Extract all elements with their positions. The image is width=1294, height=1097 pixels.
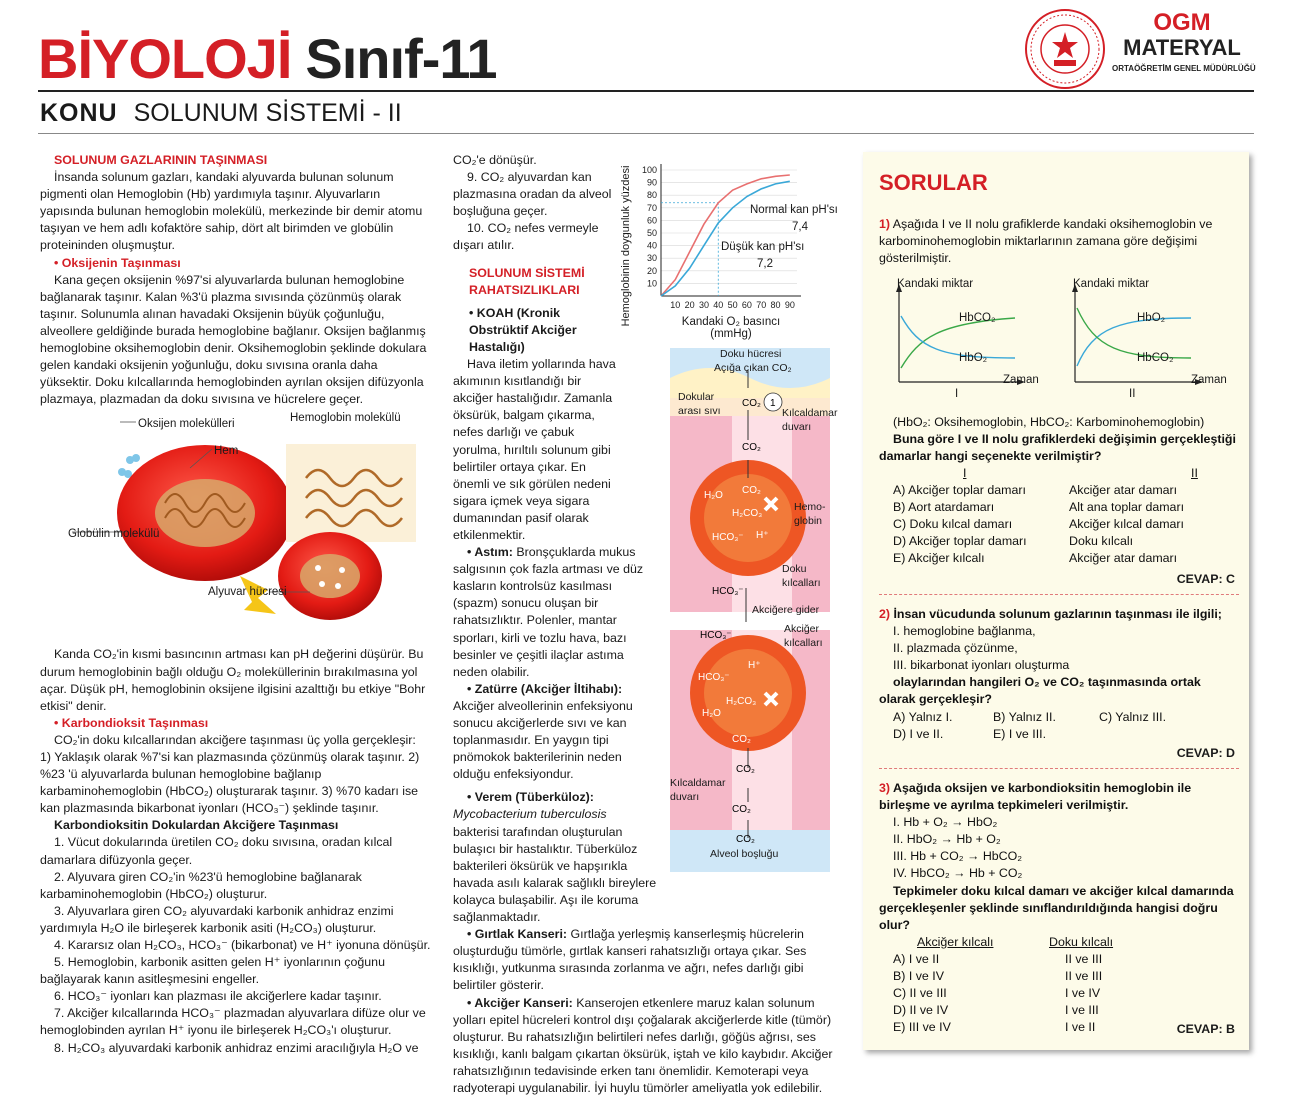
g1-label: I — [955, 388, 958, 400]
zaturre-text: Akciğer alveollerinin enfeksiyonu sonucu akciğerlerde sıvı ve kan toplanmasıdır. En yaygın tipi pnömokok bakterilerinin neden olduğu enfeksiyondur. — [453, 698, 658, 783]
header-divider — [38, 90, 1254, 92]
astim-text: Bronşçuklarda mukus salgısının çok fazla artması ve düz kasların kontrolsüz kasılması (spazm) sonucu oluşan bir rahatsızlıktır. Polenler, mantar sporları, kirli ve tozlu hava, bazı besinler ve çeşitli ilaçlar astıma neden olabilir. — [453, 545, 643, 679]
astim-paragraph — [453, 544, 658, 681]
separator-1 — [879, 594, 1239, 595]
q1-option-c-key: C) — [893, 517, 906, 531]
ogm-materyal-logo — [1112, 10, 1252, 73]
questions-panel — [863, 152, 1249, 1050]
separator-2 — [879, 768, 1239, 769]
svg-text:CO₂: CO₂ — [742, 442, 761, 453]
question-3 — [879, 780, 1239, 1036]
akciger-title: • Akciğer Kanseri: — [467, 996, 573, 1010]
question-1 — [879, 216, 1239, 267]
g1-ylabel: Kandaki miktar — [897, 278, 973, 290]
q1-options — [893, 465, 1239, 568]
svg-text:CO₂: CO₂ — [736, 834, 755, 845]
q3-option-d-a: II ve IV — [910, 1003, 949, 1017]
q1-option-a-ii: Akciğer atar damarı — [1069, 482, 1177, 499]
q1-col-i: I — [893, 465, 1139, 482]
svg-text:H₂CO₃: H₂CO₃ — [726, 696, 756, 707]
chart-ylabel: Hemoglobinin doygunluk yüzdesi — [620, 156, 632, 336]
step-10: 10. CO₂ nefes vermeyle dışarı atılır. — [453, 220, 618, 254]
step-2: 2. Alyuvara giren CO₂'in %23'ü hemoglobine bağlanarak karbaminohemoglobin (HbCO₂) oluşturur. — [40, 869, 432, 903]
label-goes-to-lung: Akciğere gider — [752, 604, 819, 616]
q2-number: 2) — [879, 607, 890, 621]
q3-text-line — [879, 780, 1239, 814]
q1-option-d-ii: Doku kılcalı — [1069, 533, 1133, 550]
q2-option-e[interactable]: E) I ve III. — [993, 726, 1046, 743]
q1-body — [893, 414, 1239, 431]
svg-text:HCO₃⁻: HCO₃⁻ — [712, 586, 744, 597]
q1-col-ii: II — [1139, 465, 1198, 482]
q3-item-4: IV. HbCO₂ → Hb + CO₂ — [879, 865, 1239, 882]
chart-ytick-5: 60 — [647, 215, 657, 225]
g1-hbco2-curve — [901, 318, 1015, 368]
q3-col-b: Doku kılcalı — [1049, 934, 1113, 951]
zaturre-title: • Zatürre (Akciğer İltihabı): — [453, 681, 658, 698]
q1-option-d-key: D) — [893, 534, 906, 548]
svg-text:H⁺: H⁺ — [756, 530, 769, 541]
akciger-text: Kanserojen etkenlere maruz kalan solunum yolları epitel hücreleri kontrol dışı çoğalarak akciğerlerde kitle (tümör) oluşturur. Bu rahatsızlığın belirtileri nefes darlığı, göğüs ağrısı, ses kısıklığı, kanlı balgam çıkartan öksürük, iştah ve kilo kaybıdır. Akciğer rahatsızlığının tedavisinde erken tanı önemlidir. Kemoterapi veya radyoterapi uygulanabilir. İyi huylu tümörler ameliyatla yok edilebilir. — [453, 996, 832, 1095]
step-1: 1. Vücut dokularında üretilen CO₂ doku sıvısına, oradan kılcal damarlara difüzyonla geçer. — [40, 834, 432, 868]
q2-answer: CEVAP: D — [1177, 746, 1235, 760]
step-3: 3. Alyuvarlara giren CO₂ alyuvardaki karbonik anhidraz enzimi yardımıyla H₂O ile birleşerek karbonik asiti (H₂CO₃) oluşturur. — [40, 903, 432, 937]
label-lung-capillaries: Akciğer kılcalları — [784, 622, 834, 650]
chart-xtick-6: 70 — [756, 300, 766, 310]
q1-answer: CEVAP: C — [1177, 572, 1235, 586]
page-title — [38, 26, 497, 91]
series-label-normal-2: 7,4 — [792, 221, 808, 233]
q1-option-b-key: B) — [893, 500, 905, 514]
q3-option-d[interactable] — [879, 1002, 1239, 1019]
q1-number: 1) — [879, 217, 890, 231]
q1-text: Aşağıda I ve II nolu grafiklerde kandaki oksihemoglobin ve karbominohemoglobin miktarlarının zamana göre değişimi gösterilmiştir. — [879, 217, 1212, 265]
step-8: 8. H₂CO₃ alyuvardaki karbonik anhidraz enzimi aracılığıyla H₂O ve — [40, 1040, 432, 1057]
chart-ytick-4: 50 — [647, 228, 657, 238]
chart-ytick-0: 10 — [647, 278, 657, 288]
g2-xlabel: Zaman — [1191, 374, 1227, 386]
g2-bottom-label: HbCO₂ — [1137, 352, 1173, 364]
svg-text:CO₂: CO₂ — [736, 764, 755, 775]
paragraph-intro: İnsanda solunum gazları, kandaki alyuvarda bulunan solunum pigmenti olan Hemoglobin (Hb) yardımıyla taşınır. Alyuvarların yapısında bulunan hemoglobin molekülü, merkezinde bir demir atomu taşıyan ve hem adlı kofaktöre sahip, dört alt birimden ve globülin proteininden oluşmuştur. — [40, 169, 432, 254]
chart-ytick-8: 90 — [647, 178, 657, 188]
title-grade: Sınıf-11 — [305, 27, 496, 90]
label-hem: Hem — [214, 443, 238, 460]
akciger-paragraph — [453, 995, 845, 1097]
q1-option-b-i: Aort atardamarı — [908, 500, 994, 514]
q1-stem-box — [879, 431, 1239, 465]
label-red-blood-cell: Alyuvar hücresi — [208, 584, 287, 601]
series-label-normal-1: Normal kan pH'sı — [750, 204, 838, 216]
q1-option-a-i: Akciğer toplar damarı — [908, 483, 1026, 497]
q1-option-e[interactable] — [893, 550, 1239, 567]
hemoglobin-figure — [40, 408, 432, 646]
step-6: 6. HCO₃⁻ iyonları kan plazması ile akciğerlere kadar taşınır. — [40, 988, 432, 1005]
chart-xlabel: Kandaki O₂ basıncı (mmHg) — [671, 316, 791, 340]
subsection-co2: • Karbondioksit Taşınması — [54, 715, 432, 732]
subsection-co2-tissue: Karbondioksitin Dokulardan Akciğere Taşınması — [40, 817, 432, 834]
label-capillary-wall: Kılcaldamar duvarı — [782, 406, 850, 434]
q3-option-c-b: I ve IV — [1065, 985, 1100, 1002]
step-4: 4. Kararsız olan H₂CO₃, HCO₃⁻ (bikarbonat) ve H⁺ iyonuna dönüşür. — [40, 937, 432, 954]
q3-option-a-a: I ve II — [909, 952, 939, 966]
q1-option-a-key: A) — [893, 483, 905, 497]
konu-label: KONU — [40, 99, 118, 127]
q2-option-c[interactable]: C) Yalnız III. — [1099, 709, 1166, 726]
subsection-oxygen: • Oksijenin Taşınması — [54, 255, 432, 272]
section-title-gas-transport: SOLUNUM GAZLARININ TAŞINMASI — [54, 152, 432, 169]
q2-text-line — [879, 606, 1239, 623]
q2-item-1: I. hemoglobine bağlanma, — [879, 623, 1239, 640]
q1-option-c-i: Doku kılcal damarı — [910, 517, 1013, 531]
koah-text: Hava iletim yollarında hava akımının kısıtlandığı bir akciğer hastalığıdır. Zamanla öksürük, balgam çıkarma, nefes darlığı ve çabuk yorulma, hırıltılı solunum gibi belirtiler ortaya çıkar. En önemli ve sık görülen nedeni sigara içmek veya sigara dumanından pasif olarak etkilenmektir. — [453, 356, 618, 544]
section-title-diseases: SOLUNUM SİSTEMİ RAHATSIZLIKLARI — [469, 265, 618, 299]
konu-text: SOLUNUM SİSTEMİ - II — [134, 99, 402, 127]
q3-option-a-key: A) — [893, 952, 905, 966]
label-oxygen-molecules: Oksijen molekülleri — [138, 416, 235, 433]
q1-option-b[interactable] — [893, 499, 1239, 516]
svg-text:H₂CO₃: H₂CO₃ — [732, 508, 762, 519]
q2-option-b[interactable]: B) Yalnız II. — [993, 709, 1099, 726]
q2-option-d[interactable]: D) I ve II. — [893, 726, 993, 743]
svg-text:H₂O: H₂O — [704, 490, 723, 501]
topic-divider — [38, 133, 1254, 134]
g2-hbco2-curve — [1077, 308, 1191, 358]
girtlak-text: Gırtlağa yerleşmiş kanserleşmiş hücrelerin oluşturduğu tümörle, gırtlak kanseri rahatsızlığı ortaya çıkar. Ses kısıklığı, yutkunma sırasında zorlanma ve ağrı, nefes darlığı gibi belirtiler gösterir. — [453, 927, 806, 992]
q1-graph-svg — [879, 278, 1239, 408]
q3-col-a: Akciğer kılcalı — [917, 934, 1049, 951]
svg-text:H₂O: H₂O — [702, 708, 721, 719]
chart-xtick-8: 90 — [785, 300, 795, 310]
q3-option-e-a: III ve IV — [909, 1020, 951, 1034]
q3-option-a[interactable] — [879, 951, 1239, 968]
label-hemoglobin: Hemo-globin — [794, 500, 834, 528]
paragraph-co2-ways: 1) Yaklaşık olarak %7'si kan plazmasında çözünmüş olarak taşınır. 2) %23 'ü alyuvarlarda bulunan hemoglobine bağlanıp karbaminohemoglobin (HbCO₂) oluşturarak taşınır. 3) %70 kadarı ise kan plazmasında bikarbonat iyonları (HCO₃⁻) şeklinde taşınır. — [40, 749, 432, 817]
svg-text:HCO₃⁻: HCO₃⁻ — [712, 532, 744, 543]
q1-option-d[interactable] — [893, 533, 1239, 550]
g1-xlabel: Zaman — [1003, 374, 1039, 386]
q1-option-d-i: Akciğer toplar damarı — [909, 534, 1027, 548]
materyal-label: MATERYAL — [1112, 36, 1252, 60]
label-released-co2: Açığa çıkan CO₂ — [714, 362, 792, 374]
chart-series-line-0 — [661, 175, 790, 296]
g1-top-label: HbCO₂ — [959, 312, 995, 324]
step-9: 9. CO₂ alyuvardan kan plazmasına oradan da alveol boşluğuna geçer. — [453, 169, 618, 220]
q3-item-3: III. Hb + CO₂ → HbCO₂ — [879, 848, 1239, 865]
q3-option-b-a: I ve IV — [909, 969, 944, 983]
q1-option-e-key: E) — [893, 551, 905, 565]
q3-number: 3) — [879, 781, 890, 795]
column-left — [40, 152, 432, 1057]
topic-heading — [40, 99, 402, 128]
chart-ytick-3: 40 — [647, 241, 657, 251]
q3-option-a-b: II ve III — [1065, 951, 1102, 968]
hemoglobin-molecule-box — [286, 444, 416, 542]
questions-heading: SORULAR — [879, 170, 988, 196]
q3-option-d-b: I ve III — [1065, 1002, 1099, 1019]
svg-text:CO₂: CO₂ — [732, 734, 751, 745]
q1-text-line — [879, 216, 1239, 267]
chart-xtick-4: 50 — [728, 300, 738, 310]
paragraph-bohr: Kanda CO₂'in kısmi basıncının artması kan pH değerini düşürür. Bu durum hemoglobinin bağlı olduğu O₂ moleküllerinin bırakılmasına yol açar. Düşük pH, hemoglobinin oksijene ilgisini azalttığı bu etkiye "Bohr etkisi" denir. — [40, 646, 432, 714]
q3-option-d-key: D) — [893, 1003, 906, 1017]
q3-stem: Tepkimeler doku kılcal damarı ve akciğer kılcal damarında gerçekleşenler şeklinde sınıflandırıldığında hangisi doğru olur? — [879, 883, 1239, 934]
svg-text:HCO₃⁻: HCO₃⁻ — [698, 672, 730, 683]
q3-option-e-key: E) — [893, 1020, 905, 1034]
koah-title: • KOAH (Kronik Obstrüktif Akciğer Hastalığı) — [469, 305, 618, 356]
g2-top-label: HbO₂ — [1137, 312, 1165, 324]
step-5: 5. Hemoglobin, karbonik asitten gelen H⁺ iyonlarının çoğunu bağlayarak kanın asitleşmesini engeller. — [40, 954, 432, 988]
q1-stem: Buna göre I ve II nolu grafiklerdeki değişimin gerçekleştiği damarlar hangi seçenekte verilmiştir? — [879, 431, 1239, 465]
chart-xtick-0: 10 — [670, 300, 680, 310]
q1-legend: (HbO₂: Oksihemoglobin, HbCO₂: Karbominohemoglobin) — [893, 414, 1239, 431]
label-globulin: Globülin molekülü — [68, 526, 159, 543]
svg-text:HCO₃⁻: HCO₃⁻ — [700, 630, 732, 641]
chart-series-line-1 — [661, 181, 790, 296]
q1-option-e-i: Akciğer kılcalı — [908, 551, 984, 565]
oxygen-dissociation-chart — [617, 158, 857, 354]
q3-text: Aşağıda oksijen ve karbondioksitin hemoglobin ile birleşme ve ayrılma tepkimeleri verilmiştir. — [879, 781, 1191, 812]
svg-text:H⁺: H⁺ — [748, 660, 761, 671]
label-tissue-capillaries: Doku kılcalları — [782, 562, 838, 590]
step-7: 7. Akciğer kılcallarında HCO₃⁻ plazmadan alyuvarlara difüze olur ve hemoglobinden ayrılan H⁺ iyonu ile birleşerek H₂CO₃'ı oluşturur. — [40, 1005, 432, 1039]
label-capillary-wall-2: Kılcaldamar duvarı — [670, 776, 728, 804]
label-interstitial-fluid: Dokular arası sıvı — [678, 390, 724, 418]
co2-transport-diagram — [670, 348, 850, 872]
q3-option-c-key: C) — [893, 986, 906, 1000]
q1-option-e-ii: Akciğer atar damarı — [1069, 550, 1177, 567]
q2-text: İnsan vücudunda solunum gazlarının taşınması ile ilgili; — [893, 607, 1221, 621]
step-8-cont: CO₂'e dönüşür. — [453, 152, 618, 169]
q1-graphs — [879, 278, 1239, 408]
verem-title: • Verem (Tüberküloz): — [453, 789, 658, 806]
q3-answer: CEVAP: B — [1177, 1022, 1235, 1036]
q3-item-1: I. Hb + O₂ → HbO₂ — [879, 814, 1239, 831]
svg-text:1: 1 — [770, 398, 776, 409]
g1-bottom-label: HbO₂ — [959, 352, 987, 364]
q2-stem: olaylarından hangileri O₂ ve CO₂ taşınmasında ortak olarak gerçekleşir? — [879, 674, 1239, 708]
label-tissue-cell: Doku hücresi — [720, 348, 781, 360]
title-subject: BİYOLOJİ — [38, 27, 291, 90]
series-label-low-1: Düşük kan pH'sı — [721, 241, 804, 253]
chart-xtick-1: 20 — [685, 300, 695, 310]
q2-item-3: III. bikarbonat iyonları oluşturma — [879, 657, 1239, 674]
q3-option-c-a: II ve III — [910, 986, 947, 1000]
q1-option-a[interactable] — [893, 482, 1239, 499]
ogm-label: OGM — [1112, 10, 1252, 36]
series-label-low-2: 7,2 — [757, 258, 773, 270]
chart-xtick-3: 40 — [713, 300, 723, 310]
astim-title: • Astım: — [467, 545, 513, 559]
chart-xtick-2: 30 — [699, 300, 709, 310]
q3-option-b-key: B) — [893, 969, 905, 983]
q3-option-e-b: I ve II — [1065, 1019, 1095, 1036]
svg-text:CO₂: CO₂ — [732, 804, 751, 815]
verem-text: bakterisi tarafından oluşturulan bulaşıcı bir hastalıktır. Tüberküloz bakterileri öksürük ve hapşırıkla havada asılı kalarak sağlıklı bireylere kolayca bulaşabilir. Aşı ile koruma sağlanmaktadır. — [453, 824, 658, 927]
paragraph-co2-intro: CO₂'in doku kılcallarından akciğere taşınması üç yolla gerçekleşir: — [40, 732, 432, 749]
chart-ytick-2: 30 — [647, 253, 657, 263]
chart-ytick-7: 80 — [647, 190, 657, 200]
label-alveolar-space: Alveol boşluğu — [710, 848, 778, 860]
chart-ytick-1: 20 — [647, 266, 657, 276]
chart-ytick-6: 70 — [647, 203, 657, 213]
q3-option-c[interactable] — [879, 985, 1239, 1002]
q1-option-c[interactable] — [893, 516, 1239, 533]
q3-item-2: II. HbO₂ → Hb + O₂ — [879, 831, 1239, 848]
girtlak-title: • Gırtlak Kanseri: — [467, 927, 567, 941]
g2-ylabel: Kandaki miktar — [1073, 278, 1149, 290]
q2-option-a[interactable]: A) Yalnız I. — [893, 709, 993, 726]
svg-text:CO₂: CO₂ — [742, 398, 761, 409]
verem-species: Mycobacterium tuberculosis — [453, 806, 658, 823]
q2-item-2: II. plazmada çözünme, — [879, 640, 1239, 657]
chart-xtick-5: 60 — [742, 300, 752, 310]
meb-seal-logo — [1024, 8, 1106, 90]
q3-option-b-b: II ve III — [1065, 968, 1102, 985]
g1-hbo2-curve — [901, 316, 1015, 358]
q3-option-b[interactable] — [879, 968, 1239, 985]
question-2 — [879, 606, 1239, 743]
girtlak-paragraph — [453, 926, 845, 994]
paragraph-oxygen: Kana geçen oksijenin %97'si alyuvarlarda bulunan hemoglobine bağlanarak taşınır. Kalan %3'ü plazma sıvısında çözünmüş olarak taşınır. Solunumla alınan havadaki Oksijenin büyük çoğunluğu, alveollere geldiğinde burada hemoglobine bağlanır. Oksijen bağlanmış hemoglobine oksihemoglobin denir. Oksihemoglobin şeklinde dokulara gelen kandaki oksijenin yoğunluğu, doku sıvısına oranla daha yüksektir. Doku kılcallarında hemoglobinden ayrılan oksijen difüzyonla plazmaya, plazmadan da doku sıvısına ve hücrelere geçer. — [40, 272, 432, 409]
chart-xtick-7: 80 — [771, 300, 781, 310]
ogm-subtitle: ORTAÖĞRETİM GENEL MÜDÜRLÜĞÜ — [1112, 64, 1252, 73]
q1-option-c-ii: Akciğer kılcal damarı — [1069, 516, 1184, 533]
q1-option-b-ii: Alt ana toplar damarı — [1069, 499, 1184, 516]
g2-label: II — [1129, 388, 1135, 400]
g2-hbo2-curve — [1077, 318, 1191, 366]
label-hemoglobin-molecule: Hemoglobin molekülü — [290, 410, 401, 427]
chart-ytick-9: 100 — [642, 165, 657, 175]
svg-text:CO₂: CO₂ — [742, 485, 761, 496]
